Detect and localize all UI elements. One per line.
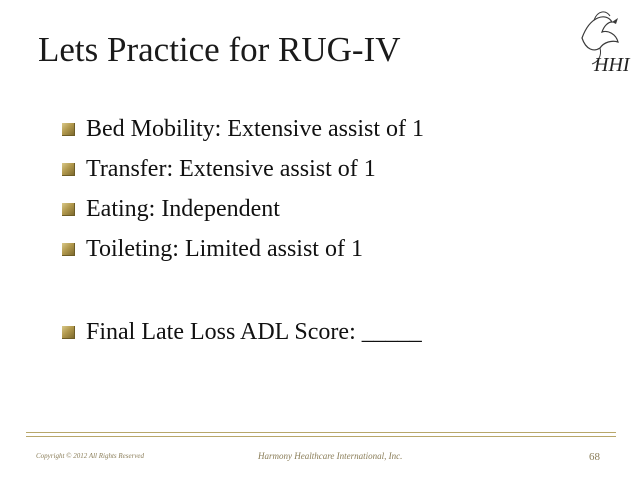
bullet-text: Toileting: Limited assist of 1 (86, 236, 363, 262)
square-bullet-icon (62, 326, 75, 339)
page-number: 68 (589, 451, 600, 463)
footer-copyright: Copyright © 2012 All Rights Reserved (36, 452, 145, 460)
bullet-text: Eating: Independent (86, 196, 280, 222)
square-bullet-icon (62, 203, 75, 216)
bullet-text: Bed Mobility: Extensive assist of 1 (86, 116, 424, 142)
bullet-item (62, 157, 376, 181)
bullet-item (62, 237, 363, 261)
footer-divider (26, 432, 616, 433)
bullet-text: Final Late Loss ADL Score: _____ (86, 319, 422, 345)
square-bullet-icon (62, 123, 75, 136)
slide-title: Lets Practice for RUG-IV (38, 30, 401, 69)
logo-text: HHI (594, 54, 630, 76)
square-bullet-icon (62, 243, 75, 256)
bullet-item (62, 320, 422, 344)
bullet-item (62, 197, 280, 221)
hhi-logo (572, 8, 632, 78)
bullet-item (62, 117, 424, 141)
bullet-text: Transfer: Extensive assist of 1 (86, 156, 376, 182)
footer-company: Harmony Healthcare International, Inc. (258, 451, 403, 461)
square-bullet-icon (62, 163, 75, 176)
footer-divider (26, 436, 616, 437)
